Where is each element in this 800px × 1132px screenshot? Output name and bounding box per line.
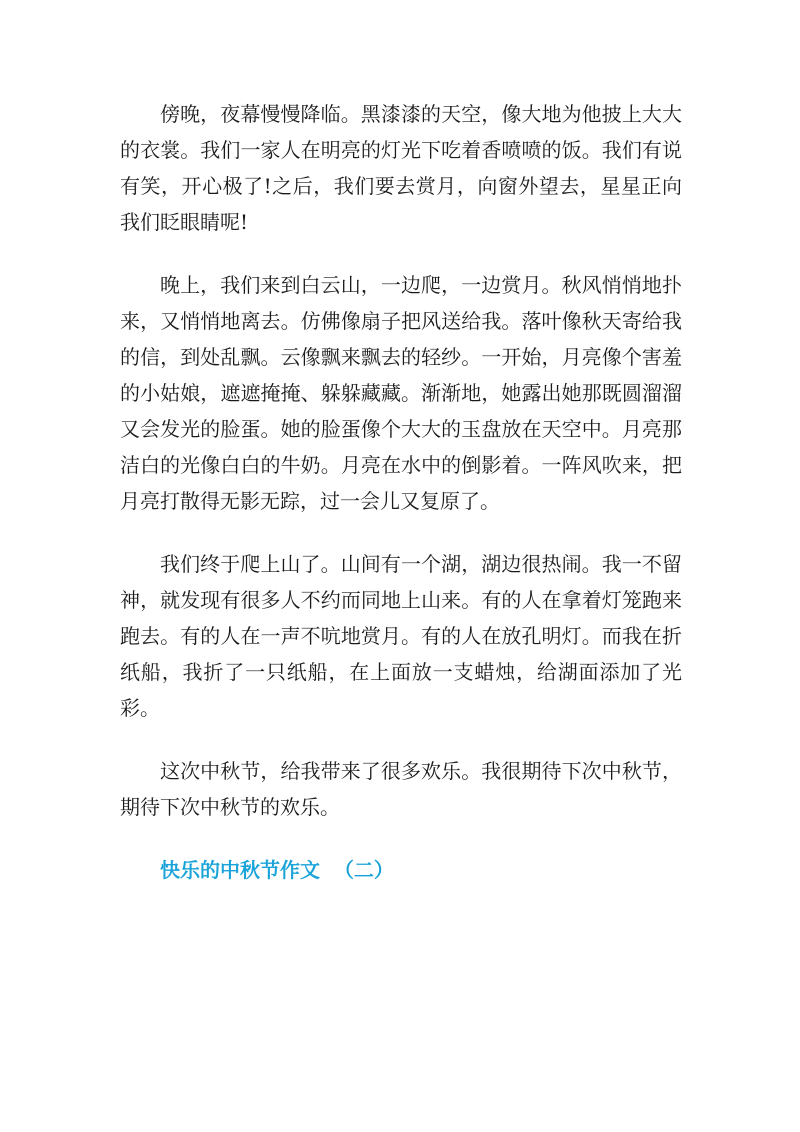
- section-heading: 快乐的中秋节作文 （二）: [160, 858, 394, 882]
- document-body: [120, 96, 682, 888]
- paragraph-evening: 傍晚，夜幕慢慢降临。黑漆漆的天空，像大地为他披上大大的衣裳。我们一家人在明亮的灯光下吃着香喷喷的饭。我们有说有笑，开心极了!之后，我们要去赏月，向窗外望去，星星正向我们眨眼睛呢!: [120, 102, 682, 234]
- paragraph-lake: 我们终于爬上山了。山间有一个湖，湖边很热闹。我一不留神，就发现有很多人不约而同地上山来。有的人在拿着灯笼跑来跑去。有的人在一声不吭地赏月。有的人在放孔明灯。而我在折纸船，我折了一只纸船，在上面放一支蜡烛，给湖面添加了光彩。: [120, 552, 682, 720]
- paragraph-conclusion: 这次中秋节，给我带来了很多欢乐。我很期待下次中秋节，期待下次中秋节的欢乐。: [120, 759, 682, 819]
- paragraph-mountain: 晚上，我们来到白云山，一边爬，一边赏月。秋风悄悄地扑来，又悄悄地离去。仿佛像扇子把风送给我。落叶像秋天寄给我的信，到处乱飘。云像飘来飘去的轻纱。一开始，月亮像个害羞的小姑娘，遮遮掩掩、躲躲藏藏。渐渐地，她露出她那既圆溜溜又会发光的脸蛋。她的脸蛋像个大大的玉盘放在天空中。月亮那洁白的光像白白的牛奶。月亮在水中的倒影着。一阵风吹来，把月亮打散得无影无踪，过一会儿又复原了。: [120, 273, 682, 513]
